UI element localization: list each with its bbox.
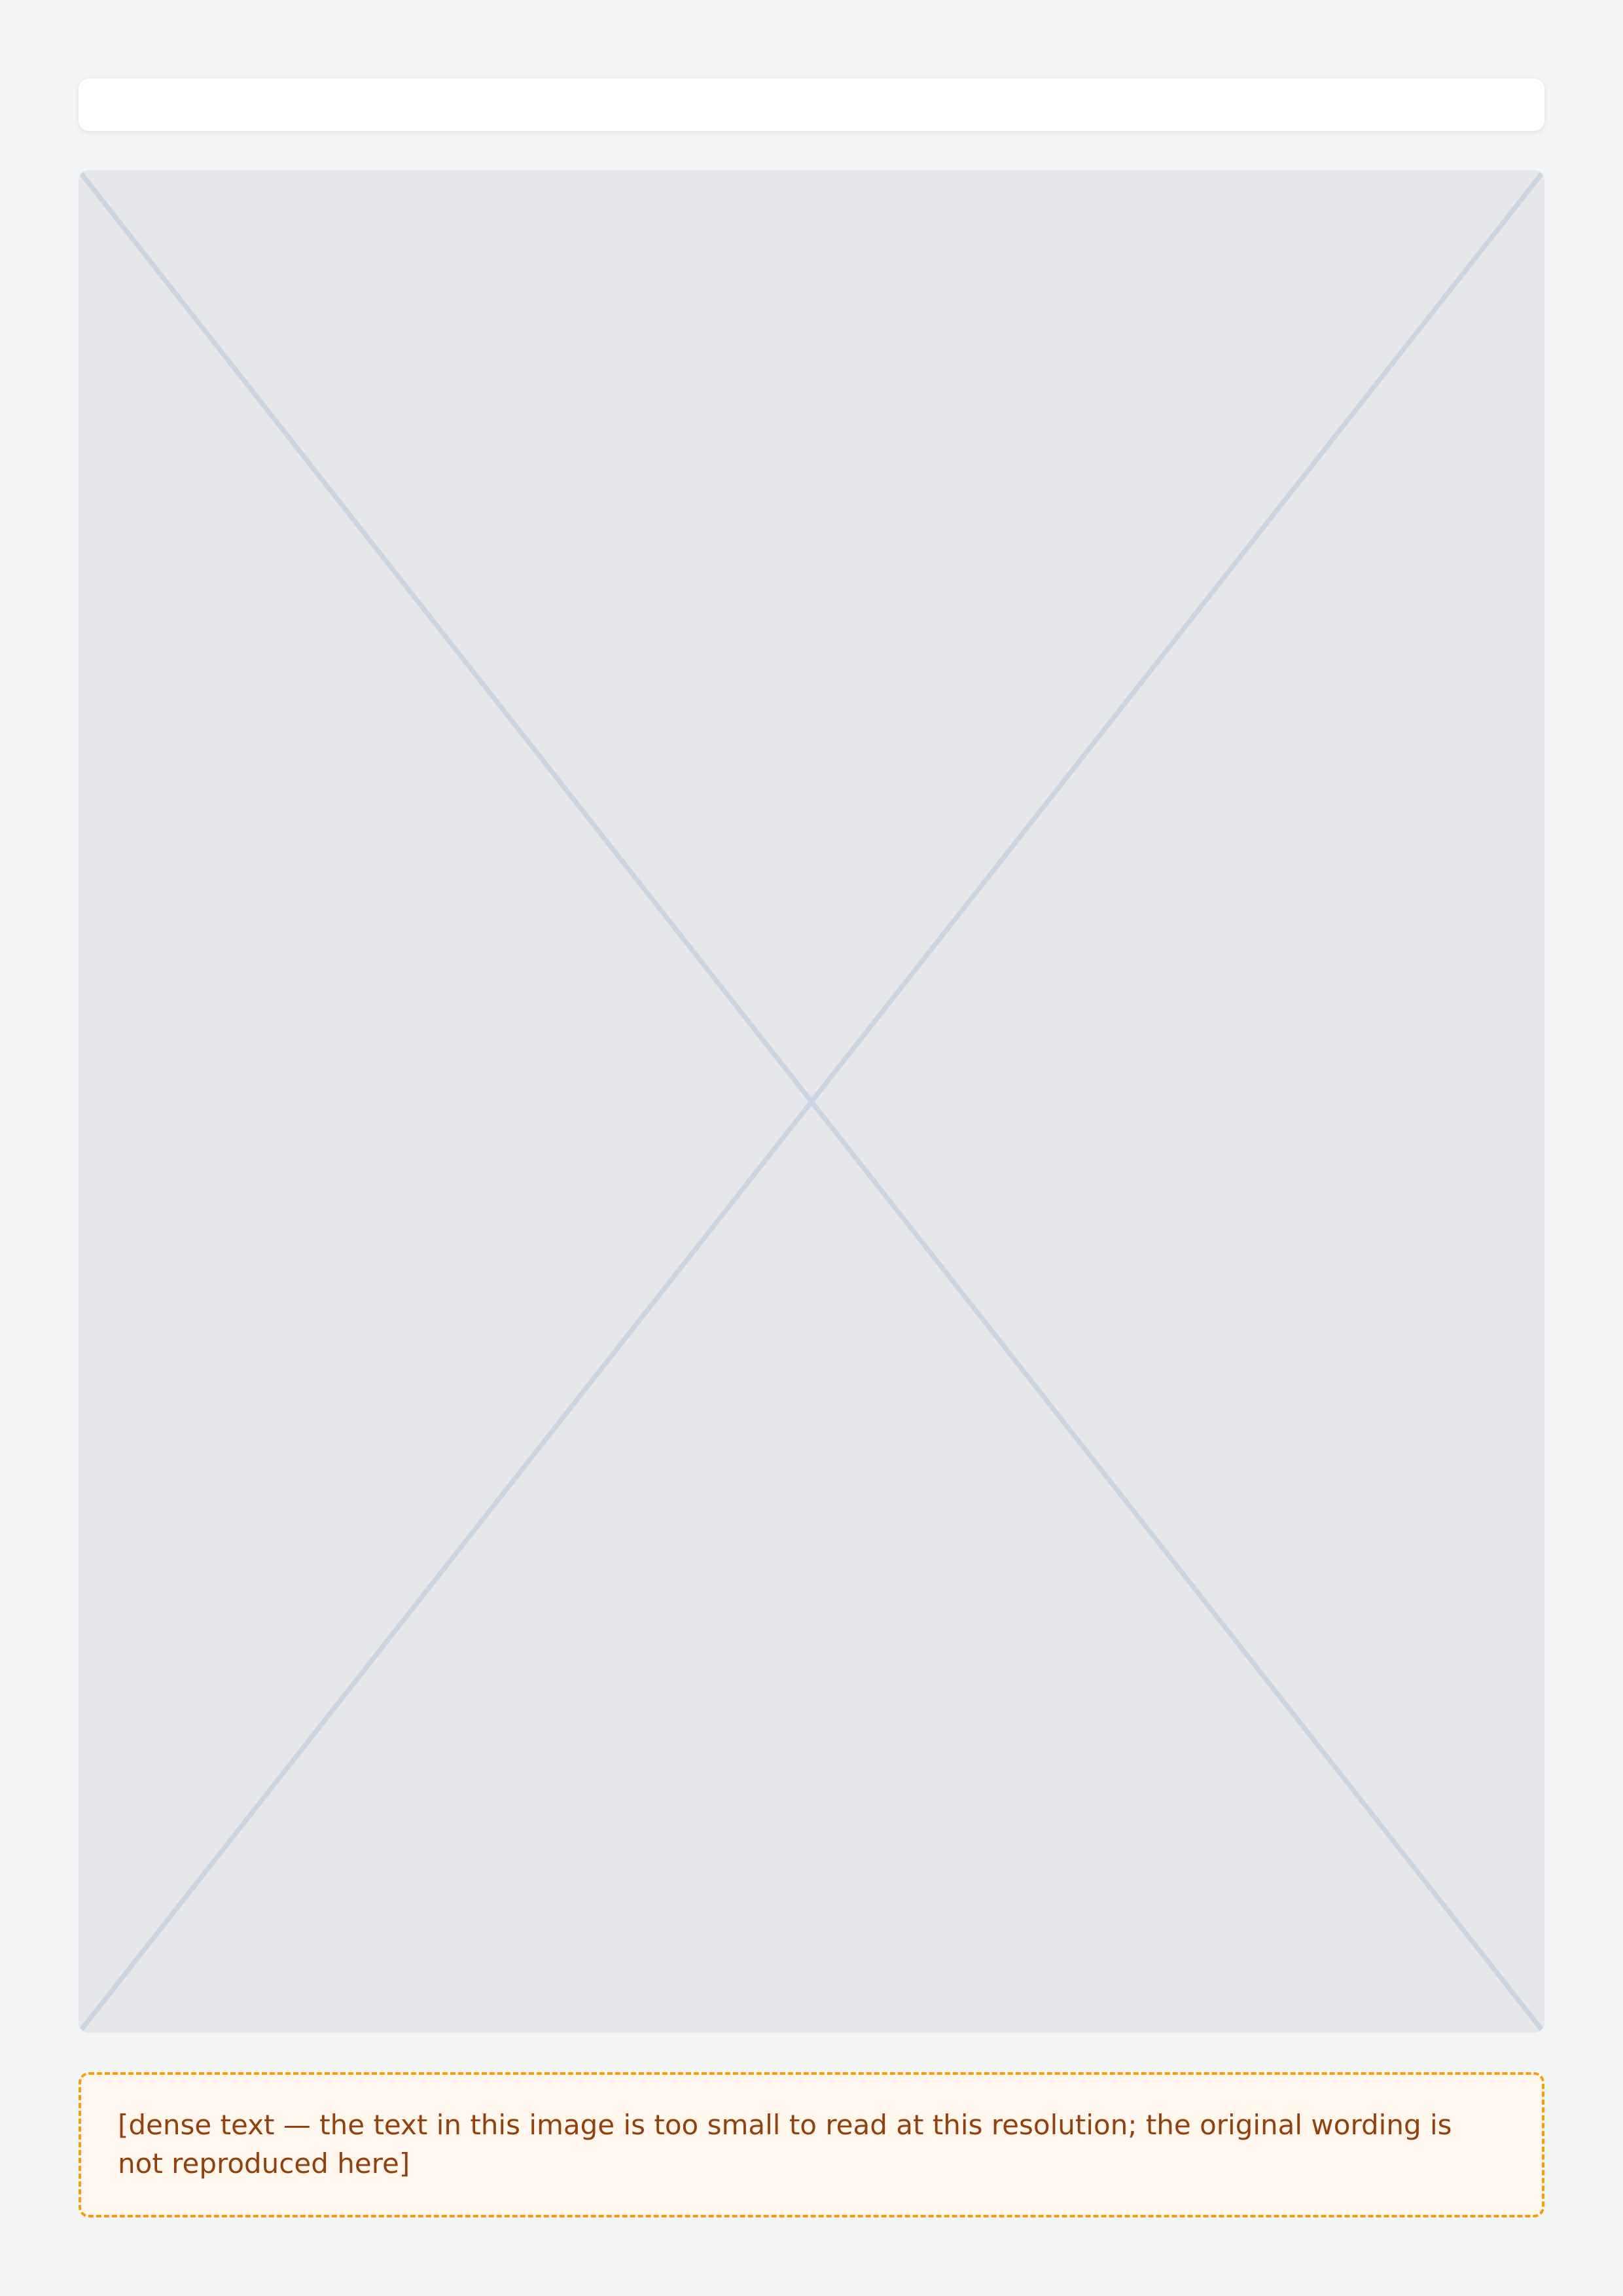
header [79,79,1544,131]
dense-text-notice: [dense text — the text in this image is too small to read at this resolution; the original wording is not reproduced here] [79,2072,1544,2217]
scene [79,170,1544,2033]
scene-placeholder [79,170,1544,2033]
